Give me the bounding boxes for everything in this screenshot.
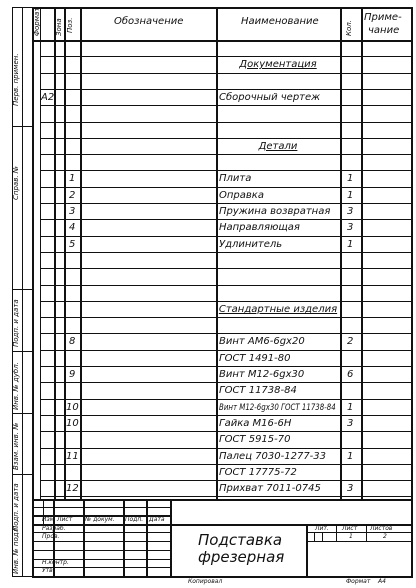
row-line [40,122,411,123]
row-position: 5 [69,239,76,250]
row-position: 8 [69,336,76,347]
row-line [40,382,411,383]
row-position: 3 [69,206,76,217]
tb-sheets-label: Листов [370,525,393,532]
row-line [40,350,411,351]
tb-approved-label: Утв. [42,567,55,574]
row-zone: А2 [41,92,55,103]
tb-lit-label: Лит. [315,525,329,532]
side-perv-primen: Перв. примен. [12,53,20,106]
row-line [40,301,411,302]
tb-lit-row-2 [306,541,411,542]
tb-col-listov-r [366,524,367,541]
row-name: Удлинитель [219,239,283,250]
row-line [40,154,411,155]
row-line [40,219,411,220]
row-line [40,138,411,139]
section-heading: Документация [239,59,317,70]
row-position: 10 [66,402,79,413]
row-line [40,56,411,57]
row-quantity: 3 [347,418,354,429]
title-block-top [32,499,411,501]
row-quantity: 3 [347,222,354,233]
row-quantity: 3 [347,483,354,494]
side-strip-divider [12,126,32,127]
frame-left [32,7,34,576]
row-line [40,366,411,367]
row-line [40,268,411,269]
row-line [40,480,411,481]
row-position: 11 [66,451,79,462]
tb-list-label: Лист [57,516,73,523]
side-strip-divider [12,474,32,475]
col-note-left [361,7,363,499]
row-quantity: 2 [347,336,354,347]
row-line [40,448,411,449]
col-qty-left [340,7,342,499]
tb-signature-label: Подп. [125,516,144,523]
drawing-title-line1: Подставка [198,531,283,549]
row-position: 2 [69,190,76,201]
row-name: ГОСТ 1491-80 [219,353,291,364]
row-line [40,431,411,432]
row-name: ГОСТ 11738-84 [219,385,297,396]
row-line [40,333,411,334]
side-strip-divider [12,289,32,290]
row-position: 10 [66,418,79,429]
side-strip-divider [12,7,32,8]
col-zone-left [54,7,56,499]
row-position: 4 [69,222,76,233]
tb-izm-label: Изм [42,516,55,523]
side-inv-podl: Инв. № подл. [12,525,20,574]
side-inv-dubl: Инв. № дубл. [12,362,20,410]
drawing-title-line2: фрезерная [198,548,285,566]
row-name: ГОСТ 17775-72 [219,467,297,478]
row-name: Винт АМ6-6gх20 [219,336,305,347]
row-line [40,252,411,253]
row-quantity: 1 [347,190,354,201]
row-position: 12 [66,483,79,494]
footer-format-value: А4 [378,578,386,585]
row-position: 1 [69,173,76,184]
col-designation-left [80,7,82,499]
side-strip-inner [22,7,23,576]
row-name: Сборочный чертеж [219,92,321,103]
side-vzam-inv: Взам. инв. № [12,422,20,470]
row-name: Гайка М16-6Н [219,418,292,429]
row-line [40,187,411,188]
section-heading: Стандартные изделия [218,304,338,315]
header-note-line1: Приме- [364,12,402,23]
row-name: Прихват 7011-0745 [219,483,321,494]
footer-format-label: Формат [346,578,371,585]
row-line [40,170,411,171]
tb-col-doc [83,499,85,576]
row-name: Оправка [219,190,264,201]
col-name-left [216,7,218,499]
tb-date-label: Дата [149,516,165,523]
tb-lit-cell [322,532,323,541]
tb-sheet-label: Лист [342,525,358,532]
row-line [40,89,411,90]
row-quantity: 1 [347,451,354,462]
frame-right [411,7,413,578]
tb-doc-number-label: № докум. [85,516,115,523]
row-quantity: 1 [347,402,354,413]
section-heading: Детали [258,141,298,152]
row-quantity: 1 [347,173,354,184]
tb-norm-control-label: Н.контр. [42,559,69,566]
tb-col-podp [123,499,125,576]
side-sprav-number: Справ. № [12,165,20,200]
row-name: ГОСТ 5915-70 [219,434,291,445]
row-quantity: 3 [347,206,354,217]
header-pos: Поз. [66,17,74,33]
row-line [40,317,411,318]
side-signature-date: Подп. и дата [12,299,20,347]
header-format: Формат [33,7,41,36]
row-line [40,285,411,286]
row-name: Пружина возвратная [219,206,331,217]
side-signature-date-2: Подп. и дата [12,483,20,531]
row-name: Палец 7030-1277-33 [219,451,327,462]
row-line [40,496,411,497]
header-note-line2: чание [368,25,400,36]
frame-top [32,7,411,9]
header-bottom [32,40,411,42]
col-format-left [40,7,41,499]
tb-lit-cell [314,532,315,541]
row-line [40,464,411,465]
row-line [40,415,411,416]
row-quantity: 6 [347,369,354,380]
tb-checked-label: Пров. [42,533,60,540]
row-quantity: 1 [347,239,354,250]
row-line [40,73,411,74]
footer-copied: Копировал [188,578,223,585]
tb-developed-label: Разраб. [42,525,66,532]
row-position: 9 [69,369,76,380]
row-name: Плита [219,173,252,184]
tb-sheet-value: 1 [349,533,353,540]
tb-col-date [146,499,148,576]
tb-col-list-r [336,524,337,541]
header-designation: Обозначение [114,16,184,27]
header-name: Наименование [241,16,319,27]
header-qty: Кол. [345,20,353,36]
row-name: Направляющая [219,222,300,233]
side-strip-divider [12,576,32,577]
tb-col-main [170,499,172,576]
row-line [40,236,411,237]
header-zone: Зона [55,18,63,36]
row-line [40,105,411,106]
side-strip-divider [12,413,32,414]
tb-sheets-value: 2 [383,533,387,540]
row-name: Винт М12-6gх30 ГОСТ 11738-84 [219,403,336,413]
row-line [40,203,411,204]
row-line [40,399,411,400]
row-name: Винт М12-6gх30 [219,369,305,380]
side-strip-divider [12,351,32,352]
